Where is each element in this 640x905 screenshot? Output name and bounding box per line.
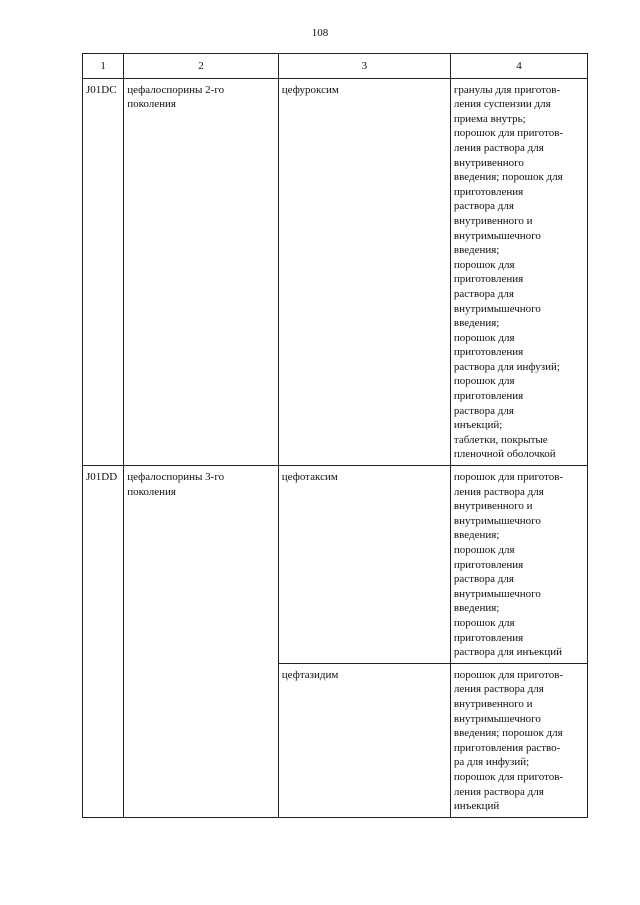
dosage-form-line: порошок для приготов- [453,127,564,140]
dosage-forms-cell [450,663,587,817]
dosage-form-line: ления раствора для [453,485,544,498]
column-header-2: 2 [124,54,279,79]
dosage-form-line: приготовления [453,185,524,198]
atc-code-cell: J01DD [83,466,124,818]
dosage-form-line: введения; [453,529,500,542]
dosage-form-line: раствора для [453,404,514,417]
dosage-form-line: гранулы для приготов- [453,83,561,96]
table-row [83,78,588,465]
dosage-form-line: внутривенного [453,156,524,169]
page-number: 108 [311,27,329,39]
dosage-form-line: внутривенного и [453,214,533,227]
dosage-form-line: приготовления [453,390,524,403]
atc-code-cell: J01DC [83,78,124,465]
drug-name-cell: цефуроксим [278,78,450,465]
group-name-line: поколения [127,98,176,111]
dosage-form-line: порошок для приготов- [453,668,564,681]
column-header-1: 1 [83,54,124,79]
drug-name-cell: цефтазидим [278,663,450,817]
drug-name-cell: цефотаксим [278,466,450,664]
dosage-form-line: внутримышечного [453,229,541,242]
drug-table [82,53,588,818]
dosage-form-line: внутримышечного [453,587,541,600]
dosage-form-line: порошок для приготов- [453,770,564,783]
dosage-form-line: приема внутрь; [453,112,526,125]
column-header-3: 3 [278,54,450,79]
dosage-forms-cell [450,466,587,664]
dosage-form-line: ра для инфузий; [453,756,530,769]
dosage-form-line: ления суспензии для [453,98,551,111]
dosage-form-line: внутривенного и [453,697,533,710]
dosage-form-line: пленочной оболочкой [453,448,556,461]
dosage-form-line: инъекций; [453,419,503,432]
dosage-form-line: приготовления [453,631,524,644]
group-name-line: поколения [127,485,176,498]
dosage-form-line: приготовления раство- [453,741,561,754]
dosage-form-line: внутримышечного [453,302,541,315]
dosage-form-line: порошок для [453,258,515,271]
table-row [83,466,588,664]
dosage-form-line: раствора для [453,573,514,586]
group-name-cell [124,78,279,465]
dosage-form-line: раствора для [453,287,514,300]
dosage-form-line: ления раствора для [453,785,544,798]
dosage-form-line: внутримышечного [453,712,541,725]
dosage-form-line: внутримышечного [453,514,541,527]
dosage-form-line: порошок для [453,331,515,344]
group-name-line: цефалоспорины 3-го [127,471,225,484]
dosage-form-line: порошок для [453,375,515,388]
dosage-form-line: раствора для инъекций [453,646,562,659]
dosage-form-line: введения; [453,244,500,257]
dosage-form-line: порошок для [453,544,515,556]
dosage-form-line: ления раствора для [453,683,544,696]
dosage-form-line: ления раствора для [453,141,544,154]
dosage-form-line: порошок для приготов- [453,471,564,484]
dosage-form-line: приготовления [453,346,524,359]
dosage-form-line: раствора для [453,200,514,213]
dosage-form-line: введения; [453,602,500,615]
dosage-form-line: введения; порошок для [453,727,563,740]
column-header-4: 4 [450,54,587,79]
dosage-form-line: инъекций [453,800,500,813]
dosage-form-line: раствора для инфузий; [453,360,560,373]
dosage-form-line: таблетки, покрытые [453,433,548,446]
group-name-cell [124,466,279,818]
dosage-form-line: внутривенного и [453,500,533,513]
dosage-form-line: приготовления [453,558,524,571]
dosage-form-line: порошок для [453,616,515,629]
group-name-line: цефалоспорины 2-го [127,83,225,96]
dosage-form-line: приготовления [453,273,524,286]
dosage-form-line: введения; [453,317,500,330]
dosage-form-line: введения; порошок для [453,171,563,184]
header-row [83,54,588,79]
dosage-forms-cell [450,78,587,465]
